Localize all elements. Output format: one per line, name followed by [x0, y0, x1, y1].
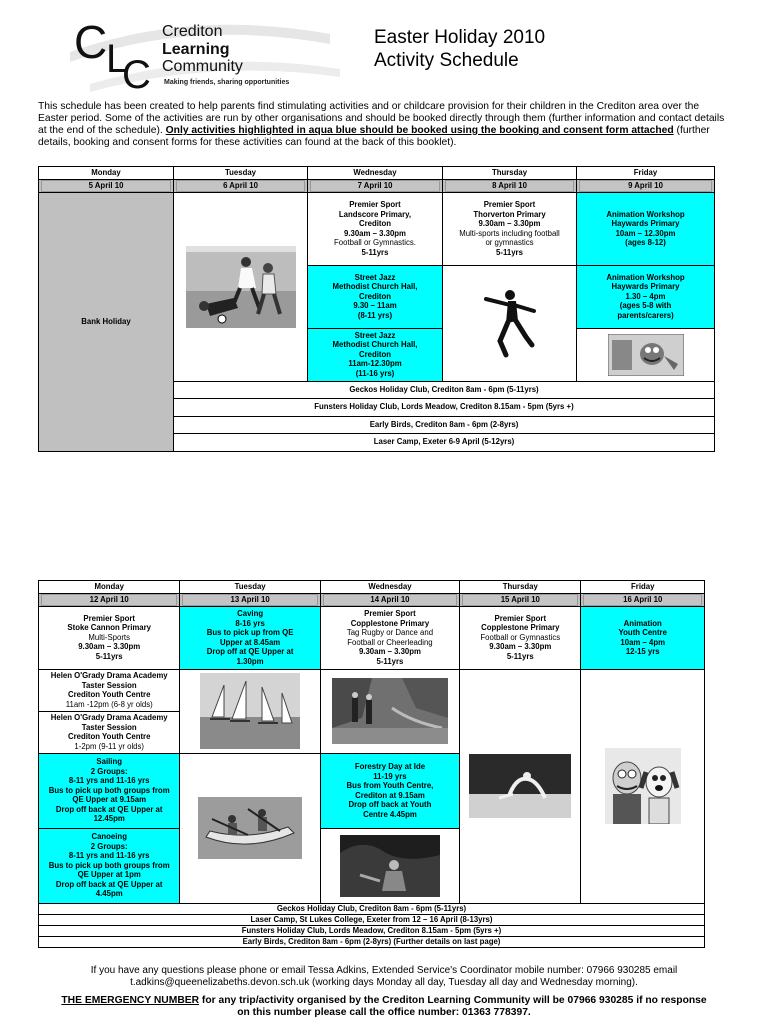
week1-wed-street-jazz-8-11: Street Jazz Methodist Church Hall, Crediton 9.30 – 11am (8-11 yrs)	[308, 265, 443, 328]
week1-wed-street-jazz-11-16: Street Jazz Methodist Church Hall, Crediton 11am-12.30pm (11-16 yrs)	[308, 328, 443, 381]
contact-info	[38, 965, 730, 989]
week2-wed-forestry-day: Forestry Day at Ide 11-19 yrs Bus from Youth Centre, Crediton at 9.15am Drop off back at Youth Centre 4.45pm	[320, 753, 459, 828]
week1-thu-premier-sport: Premier Sport Thorverton Primary 9.30am – 3.30pm Multi-sports including football or gymnastics 5-11yrs	[443, 192, 577, 265]
week2-mon-premier-sport: Premier Sport Stoke Cannon Primary Multi-Sports 9.30am – 3.30pm 5-11yrs	[39, 606, 180, 669]
week2-date-thursday: 15 April 10	[462, 594, 578, 606]
week2-thu-premier-sport: Premier Sport Copplestone Primary Football or Gymnastics 9.30am – 3.30pm 5-11yrs	[460, 606, 581, 669]
week2-day-header-row	[39, 581, 705, 594]
week2-schedule-table	[38, 580, 705, 948]
week1-day-tuesday: Tuesday	[174, 167, 308, 180]
week1-laser-camp-row: Laser Camp, Exeter 6-9 April (5-12yrs)	[174, 433, 715, 451]
wallace-gromit-photo	[581, 669, 705, 903]
contact-line1: If you have any questions please phone or email Tessa Adkins, Extended Service's Coordinator mobile number: 07966 930285 email	[90, 965, 678, 976]
week2-mon-drama-afternoon: Helen O'Grady Drama Academy Taster Session Crediton Youth Centre 1-2pm (9-11 yr olds)	[39, 711, 180, 753]
logo-line3: Community	[162, 58, 243, 75]
week2-geckos-row: Geckos Holiday Club, Crediton 8am - 6pm (5-11yrs)	[39, 903, 705, 914]
week1-funsters-row: Funsters Holiday Club, Lords Meadow, Crediton 8.15am - 5pm (5yrs +)	[174, 398, 715, 416]
week2-mon-sailing: Sailing 2 Groups: 8-11 yrs and 11-16 yrs Bus to pick up both groups from QE Upper at 9.15am Drop off back at QE Upper at 12.45pm	[39, 753, 180, 828]
week1-date-wednesday: 7 April 10	[310, 180, 440, 192]
week2-day-friday: Friday	[581, 581, 705, 594]
intro-paragraph	[38, 101, 730, 149]
intro-highlight: Only activities highlighted in aqua blue should be booked using the booking and consent form attached	[165, 125, 674, 136]
week2-tue-caving: Caving 8-16 yrs Bus to pick up from QE Upper at 8.45am Drop off at QE Upper at 1.30pm	[180, 606, 320, 669]
week1-day-header-row	[39, 167, 715, 180]
title-line2: Activity Schedule	[374, 50, 519, 71]
week1-day-thursday: Thursday	[443, 167, 577, 180]
week1-fri-animation-afternoon: Animation Workshop Haywards Primary 1.30 – 4pm (ages 5-8 with parents/carers)	[577, 265, 715, 328]
week2-mon-drama-morning: Helen O'Grady Drama Academy Taster Session Crediton Youth Centre 11am -12pm (6-8 yr olds)	[39, 669, 180, 711]
page-title	[374, 26, 545, 72]
logo-tagline: Making friends, sharing opportunities	[164, 79, 290, 86]
svg-text:L: L	[106, 37, 129, 81]
emergency-label: THE EMERGENCY NUMBER	[61, 995, 200, 1006]
emergency-notice	[38, 995, 730, 1019]
svg-text:C: C	[74, 16, 108, 68]
week2-date-monday: 12 April 10	[41, 594, 177, 606]
week2-date-friday: 16 April 10	[583, 594, 702, 606]
week1-early-birds-row: Early Birds, Crediton 8am - 6pm (2-8yrs)	[174, 416, 715, 433]
intro-text1: This schedule has been created to help parents find stimulating activities and or childcare provision for their children in the Crediton area over the Easter period. Some of the activities are run by other organisations and should be booked directly through them (further information and contact details at the end of the schedule).	[38, 101, 725, 136]
sailing-photo	[180, 669, 320, 753]
week1-wed-premier-sport: Premier Sport Landscore Primary, Crediton 9.30am – 3.30pm Football or Gymnastics. 5-11yrs	[308, 192, 443, 265]
week2-mon-canoeing: Canoeing 2 Groups: 8-11 yrs and 11-16 yrs Bus to pick up both groups from QE Upper at 1pm Drop off back at QE Upper at 4.45pm	[39, 828, 180, 903]
week1-date-thursday: 8 April 10	[445, 180, 574, 192]
week1-date-row	[39, 180, 715, 193]
dancer-silhouette	[443, 265, 577, 381]
week1-date-tuesday: 6 April 10	[176, 180, 305, 192]
caving-photo	[320, 828, 459, 903]
week2-laser-camp-row: Laser Camp, St Lukes College, Exeter from 12 – 16 April (8-13yrs)	[39, 914, 705, 925]
animation-clay-photo	[577, 328, 715, 381]
week1-day-friday: Friday	[577, 167, 715, 180]
emergency-line2: on this number please call the office number: 01363 778397.	[237, 1007, 531, 1018]
intro-text2: (further details, booking and consent forms for these activities can found at the back of this booklet).	[38, 125, 710, 148]
svg-text:C: C	[122, 53, 151, 94]
forestry-photo	[320, 669, 459, 753]
week1-fri-animation-morning: Animation Workshop Haywards Primary 10am – 12.30pm (ages 8-12)	[577, 192, 715, 265]
week2-day-wednesday: Wednesday	[320, 581, 459, 594]
week2-day-thursday: Thursday	[460, 581, 581, 594]
title-line1: Easter Holiday 2010	[374, 27, 546, 48]
logo-line1: Crediton	[162, 23, 223, 40]
contact-line2: t.adkins@queenelizabeths.devon.sch.uk (working days Monday all day, Tuesday all day and Wednesday morning).	[130, 977, 638, 988]
week2-funsters-row: Funsters Holiday Club, Lords Meadow, Crediton 8.15am - 5pm (5yrs +)	[39, 925, 705, 936]
week2-fri-animation: Animation Youth Centre 10am – 4pm 12-15 yrs	[581, 606, 705, 669]
week2-date-row	[39, 594, 705, 607]
week1-monday-bank-holiday: Bank Holiday	[39, 192, 174, 451]
week1-date-friday: 9 April 10	[579, 180, 712, 192]
logo-line2: Learning	[162, 41, 230, 58]
week1-day-monday: Monday	[39, 167, 174, 180]
week1-schedule-table	[38, 166, 715, 452]
canoeing-photo	[180, 753, 320, 903]
football-photo	[174, 192, 308, 381]
week2-wed-premier-sport: Premier Sport Copplestone Primary Tag Rugby or Dance and Football or Cheerleading 9.30am – 3.30pm 5-11yrs	[320, 606, 459, 669]
week1-day-wednesday: Wednesday	[308, 167, 443, 180]
week2-day-monday: Monday	[39, 581, 180, 594]
week2-date-tuesday: 13 April 10	[182, 594, 317, 606]
week2-date-wednesday: 14 April 10	[323, 594, 457, 606]
clc-logo	[70, 14, 350, 94]
week2-day-tuesday: Tuesday	[180, 581, 320, 594]
week1-date-monday: 5 April 10	[41, 180, 171, 192]
week1-geckos-row: Geckos Holiday Club, Crediton 8am - 6pm (5-11yrs)	[174, 381, 715, 398]
gymnastics-photo	[460, 669, 581, 903]
emergency-text: for any trip/activity organised by the Crediton Learning Community will be 07966 930285 if no response	[199, 995, 707, 1006]
week2-early-birds-row: Early Birds, Crediton 8am - 6pm (2-8yrs) (Further details on last page)	[39, 936, 705, 947]
